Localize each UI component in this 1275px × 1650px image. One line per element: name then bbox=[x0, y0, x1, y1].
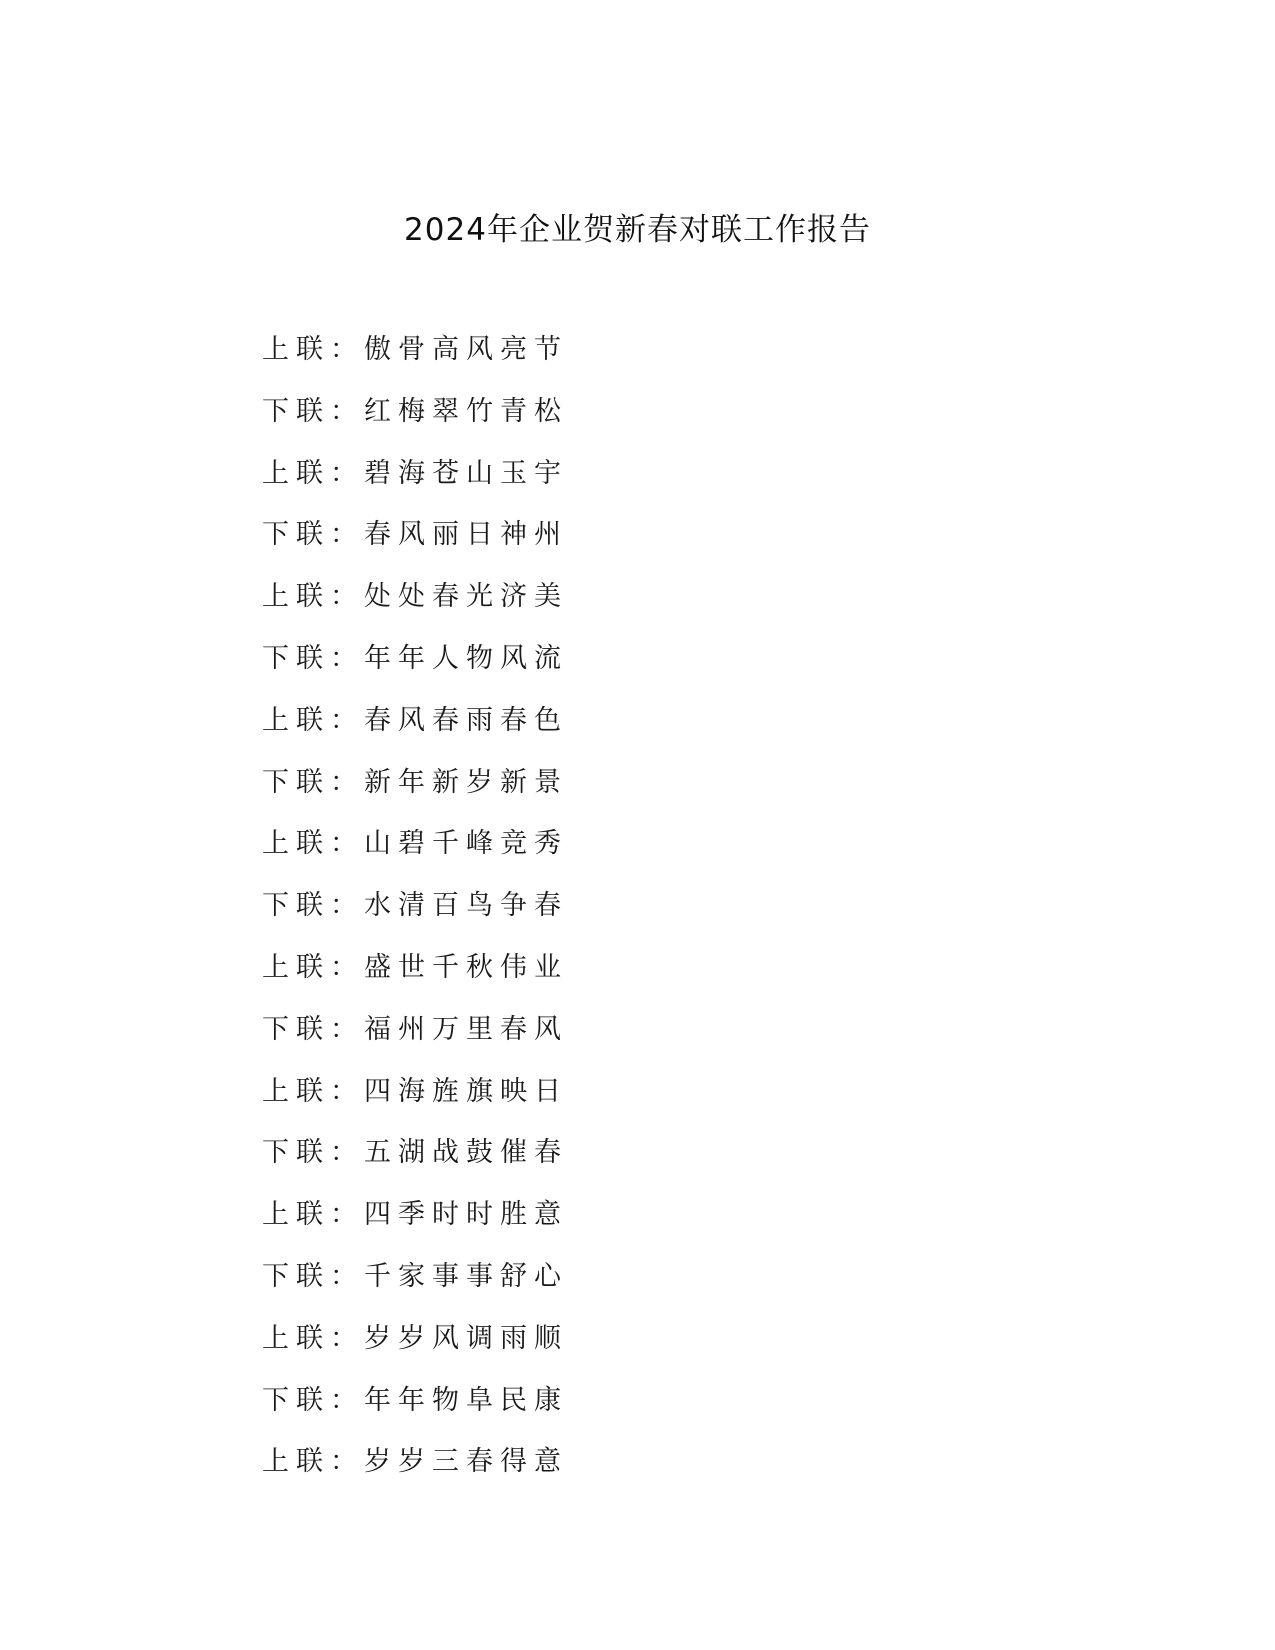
couplet-label: 下联 bbox=[262, 642, 330, 674]
couplet-text: 新年新岁新景 bbox=[364, 766, 568, 798]
couplet-text: 岁岁风调雨顺 bbox=[364, 1322, 568, 1354]
couplet-separator: ： bbox=[330, 1446, 364, 1478]
couplet-line bbox=[262, 454, 568, 516]
couplet-separator: ： bbox=[330, 1322, 364, 1354]
couplet-line bbox=[262, 1072, 568, 1134]
page-title: 2024年企业贺新春对联工作报告 bbox=[404, 212, 871, 248]
couplet-line bbox=[262, 763, 568, 825]
couplet-text: 处处春光济美 bbox=[364, 581, 568, 613]
couplet-label: 上联 bbox=[262, 581, 330, 613]
couplet-text: 四季时时胜意 bbox=[364, 1199, 568, 1231]
couplet-separator: ： bbox=[330, 1199, 364, 1231]
couplet-separator: ： bbox=[330, 766, 364, 798]
couplet-text: 水清百鸟争春 bbox=[364, 890, 568, 922]
couplet-separator: ： bbox=[330, 1260, 364, 1292]
couplet-separator: ： bbox=[330, 704, 364, 736]
couplet-line bbox=[262, 701, 568, 763]
couplet-text: 碧海苍山玉宇 bbox=[364, 457, 568, 489]
couplet-text: 春风丽日神州 bbox=[364, 519, 568, 551]
couplet-text: 春风春雨春色 bbox=[364, 704, 568, 736]
couplet-separator: ： bbox=[330, 1137, 364, 1169]
couplet-separator: ： bbox=[330, 828, 364, 860]
couplet-label: 下联 bbox=[262, 1384, 330, 1416]
couplet-line bbox=[262, 515, 568, 577]
couplet-line bbox=[262, 1257, 568, 1319]
couplet-text: 千家事事舒心 bbox=[364, 1260, 568, 1292]
couplet-separator: ： bbox=[330, 1075, 364, 1107]
couplet-line bbox=[262, 577, 568, 639]
couplet-label: 下联 bbox=[262, 1260, 330, 1292]
couplet-separator: ： bbox=[330, 642, 364, 674]
couplet-text: 岁岁三春得意 bbox=[364, 1446, 568, 1478]
couplet-label: 上联 bbox=[262, 828, 330, 860]
couplet-text: 年年人物风流 bbox=[364, 642, 568, 674]
couplet-separator: ： bbox=[330, 457, 364, 489]
couplet-label: 上联 bbox=[262, 1322, 330, 1354]
couplet-label: 下联 bbox=[262, 519, 330, 551]
couplet-line bbox=[262, 1133, 568, 1195]
couplet-text: 福州万里春风 bbox=[364, 1013, 568, 1045]
couplet-line bbox=[262, 1381, 568, 1443]
couplet-label: 上联 bbox=[262, 1199, 330, 1231]
couplet-separator: ： bbox=[330, 951, 364, 983]
couplet-label: 上联 bbox=[262, 1075, 330, 1107]
couplet-label: 上联 bbox=[262, 704, 330, 736]
couplet-list bbox=[262, 330, 568, 1504]
couplet-line bbox=[262, 639, 568, 701]
couplet-label: 上联 bbox=[262, 951, 330, 983]
couplet-line bbox=[262, 392, 568, 454]
couplet-text: 红梅翠竹青松 bbox=[364, 395, 568, 427]
couplet-separator: ： bbox=[330, 1013, 364, 1045]
couplet-label: 上联 bbox=[262, 334, 330, 365]
couplet-label: 上联 bbox=[262, 1446, 330, 1478]
couplet-separator: ： bbox=[330, 519, 364, 551]
couplet-label: 上联 bbox=[262, 457, 330, 489]
couplet-label: 下联 bbox=[262, 1137, 330, 1169]
couplet-line bbox=[262, 824, 568, 886]
couplet-label: 下联 bbox=[262, 395, 330, 427]
couplet-text: 盛世千秋伟业 bbox=[364, 951, 568, 983]
couplet-line bbox=[262, 1195, 568, 1257]
couplet-label: 下联 bbox=[262, 766, 330, 798]
couplet-text: 四海旌旗映日 bbox=[364, 1075, 568, 1107]
couplet-text: 山碧千峰竞秀 bbox=[364, 828, 568, 860]
couplet-label: 下联 bbox=[262, 1013, 330, 1045]
couplet-separator: ： bbox=[330, 395, 364, 427]
couplet-line bbox=[262, 1319, 568, 1381]
couplet-line bbox=[262, 886, 568, 948]
couplet-separator: ： bbox=[330, 334, 364, 365]
couplet-line bbox=[262, 948, 568, 1010]
couplet-label: 下联 bbox=[262, 890, 330, 922]
couplet-text: 傲骨高风亮节 bbox=[364, 334, 568, 365]
couplet-text: 年年物阜民康 bbox=[364, 1384, 568, 1416]
couplet-separator: ： bbox=[330, 1384, 364, 1416]
couplet-text: 五湖战鼓催春 bbox=[364, 1137, 568, 1169]
couplet-line bbox=[262, 1010, 568, 1072]
couplet-separator: ： bbox=[330, 581, 364, 613]
couplet-separator: ： bbox=[330, 890, 364, 922]
couplet-line bbox=[262, 1442, 568, 1504]
couplet-line bbox=[262, 330, 568, 392]
